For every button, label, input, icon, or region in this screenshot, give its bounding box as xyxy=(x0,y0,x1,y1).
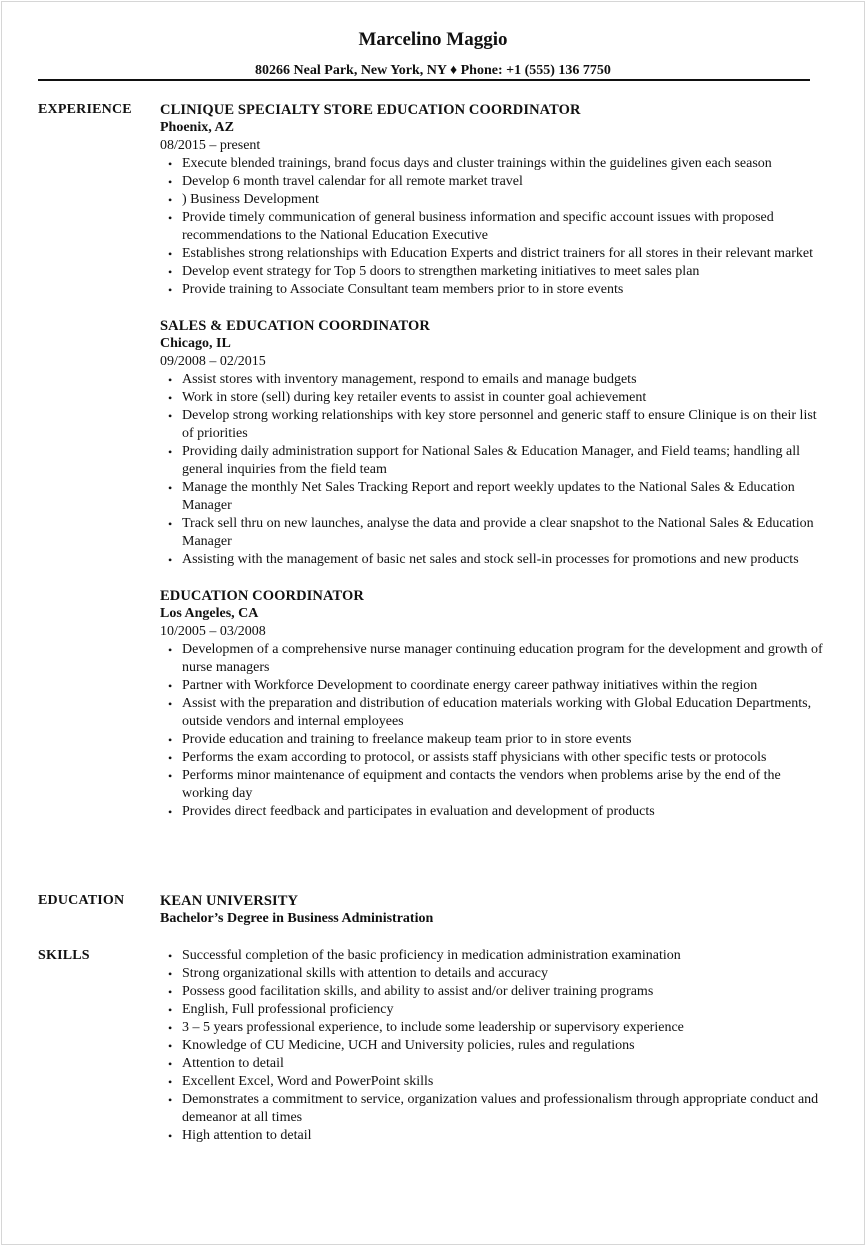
list-item: • Attention to detail xyxy=(182,1055,826,1073)
list-item: • English, Full professional proficiency xyxy=(182,1001,826,1019)
list-item: • Develop strong working relationships with key store personnel and generic staff to ensure Clinique is on their list of priorities xyxy=(182,407,826,443)
experience-heading: EXPERIENCE xyxy=(38,102,132,117)
job-entry xyxy=(160,317,826,569)
degree: Bachelor’s Degree in Business Administration xyxy=(160,911,434,926)
job-bullets xyxy=(160,371,826,569)
job-location: Phoenix, AZ xyxy=(160,120,234,135)
list-item: • Assist stores with inventory management, respond to emails and manage budgets xyxy=(182,371,826,389)
job-dates: 09/2008 – 02/2015 xyxy=(160,354,266,369)
list-item: • Assist with the preparation and distribution of education materials working with Global Education Departments, outside vendors and internal employees xyxy=(182,695,826,731)
list-item: • Knowledge of CU Medicine, UCH and University policies, rules and regulations xyxy=(182,1037,826,1055)
job-location: Los Angeles, CA xyxy=(160,606,259,621)
job-dates: 08/2015 – present xyxy=(160,138,261,153)
school-name: KEAN UNIVERSITY xyxy=(160,893,299,909)
list-item: • Develop 6 month travel calendar for all remote market travel xyxy=(182,173,826,191)
list-item: • Manage the monthly Net Sales Tracking Report and report weekly updates to the National Sales & Education Manager xyxy=(182,479,826,515)
list-item: • Strong organizational skills with attention to details and accuracy xyxy=(182,965,826,983)
job-bullets xyxy=(160,641,826,821)
list-item: • Partner with Workforce Development to coordinate energy career pathway initiatives within the region xyxy=(182,677,826,695)
list-item: • Developmen of a comprehensive nurse manager continuing education program for the development and growth of nurse managers xyxy=(182,641,826,677)
list-item: • Performs minor maintenance of equipment and contacts the vendors when problems arise by the end of the working day xyxy=(182,767,826,803)
list-item: • Performs the exam according to protocol, or assists staff physicians with other specific tests or protocols xyxy=(182,749,826,767)
job-title: EDUCATION COORDINATOR xyxy=(160,588,364,604)
list-item: • Provide training to Associate Consultant team members prior to in store events xyxy=(182,281,826,299)
candidate-name: Marcelino Maggio xyxy=(358,29,508,50)
list-item: • Develop event strategy for Top 5 doors to strengthen marketing initiatives to meet sales plan xyxy=(182,263,826,281)
job-title: CLINIQUE SPECIALTY STORE EDUCATION COORDINATOR xyxy=(160,102,581,118)
contact-line: 80266 Neal Park, New York, NY ♦ Phone: +1 (555) 136 7750 xyxy=(255,63,611,78)
list-item: • Track sell thru on new launches, analyse the data and provide a clear snapshot to the National Sales & Education Manager xyxy=(182,515,826,551)
list-item: • Excellent Excel, Word and PowerPoint skills xyxy=(182,1073,826,1091)
job-bullets xyxy=(160,155,826,299)
list-item: • Establishes strong relationships with Education Experts and district trainers for all stores in their relevant market xyxy=(182,245,826,263)
job-location: Chicago, IL xyxy=(160,336,231,351)
list-item: • Provide timely communication of general business information and specific account issues with proposed recommendations to the National Education Executive xyxy=(182,209,826,245)
job-dates: 10/2005 – 03/2008 xyxy=(160,624,266,639)
list-item: • 3 – 5 years professional experience, to include some leadership or supervisory experience xyxy=(182,1019,826,1037)
list-item: • High attention to detail xyxy=(182,1127,826,1145)
list-item: • Work in store (sell) during key retailer events to assist in counter goal achievement xyxy=(182,389,826,407)
list-item: • ) Business Development xyxy=(182,191,826,209)
job-title: SALES & EDUCATION COORDINATOR xyxy=(160,318,430,334)
skills-heading: SKILLS xyxy=(38,948,90,963)
header-divider xyxy=(38,79,810,81)
list-item: • Demonstrates a commitment to service, organization values and professionalism through appropriate conduct and demeanor at all times xyxy=(182,1091,826,1127)
list-item: • Providing daily administration support for National Sales & Education Manager, and Field teams; handling all general inquiries from the field team xyxy=(182,443,826,479)
education-heading: EDUCATION xyxy=(38,893,125,908)
list-item: • Successful completion of the basic proficiency in medication administration examination xyxy=(182,947,826,965)
list-item: • Provides direct feedback and participates in evaluation and development of products xyxy=(182,803,826,821)
skills-list xyxy=(160,947,826,1145)
list-item: • Assisting with the management of basic net sales and stock sell-in processes for promotions and new products xyxy=(182,551,826,569)
list-item: • Execute blended trainings, brand focus days and cluster trainings within the guidelines given each season xyxy=(182,155,826,173)
list-item: • Provide education and training to freelance makeup team prior to in store events xyxy=(182,731,826,749)
job-entry xyxy=(160,587,826,821)
list-item: • Possess good facilitation skills, and ability to assist and/or deliver training programs xyxy=(182,983,826,1001)
job-entry xyxy=(160,101,826,299)
